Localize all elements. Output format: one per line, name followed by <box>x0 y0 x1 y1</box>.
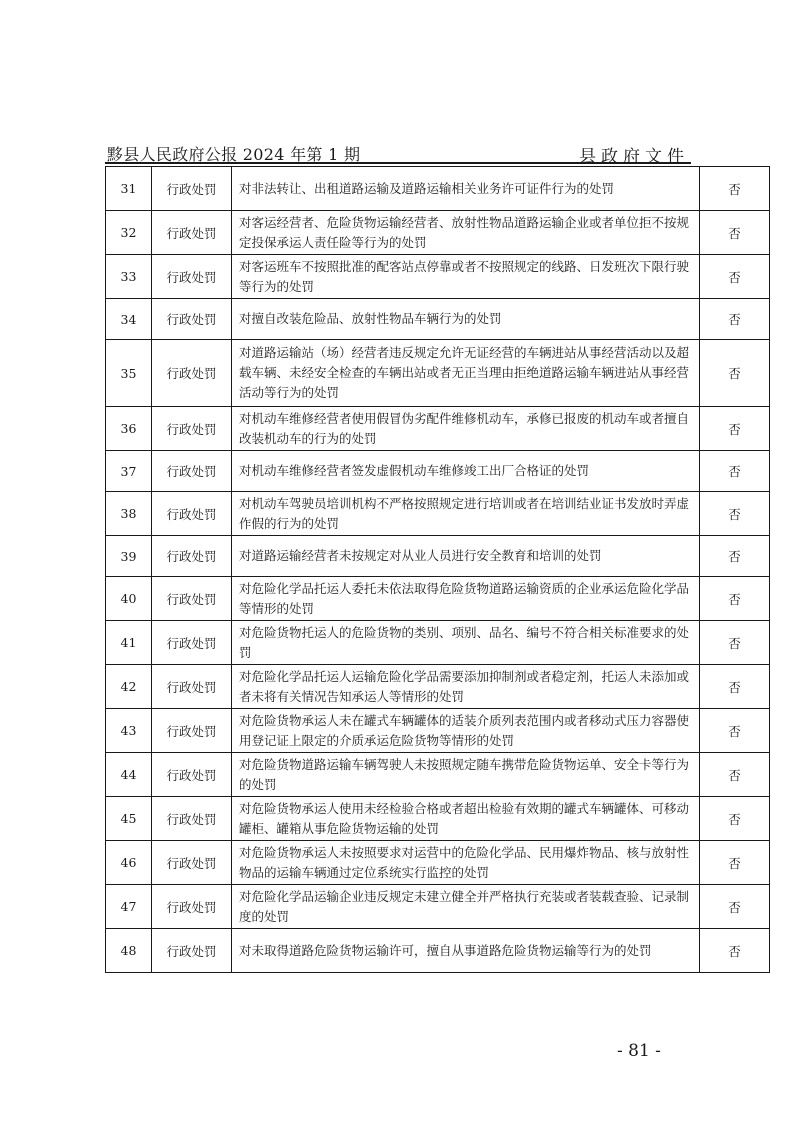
penalty-description: 对客运班车不按照批准的配客站点停靠或者不按照规定的线路、日发班次下限行驶等行为的处罚 <box>232 255 700 299</box>
penalty-description: 对危险化学品托运人委托未依法取得危险货物道路运输资质的企业承运危险化学品等情形的处罚 <box>232 577 700 621</box>
flag-value: 否 <box>700 709 770 753</box>
row-number: 43 <box>106 709 152 753</box>
flag-value: 否 <box>700 841 770 885</box>
row-number: 38 <box>106 492 152 536</box>
row-number: 47 <box>106 885 152 929</box>
table-row <box>106 536 770 577</box>
penalty-type: 行政处罚 <box>152 885 232 929</box>
bulletin-title: 黟县人民政府公报 2024 年第 1 期 <box>107 145 361 164</box>
header-rule <box>105 162 691 164</box>
table-row <box>106 665 770 709</box>
penalty-description: 对危险货物托运人的危险货物的类别、项别、品名、编号不符合相关标准要求的处罚 <box>232 621 700 665</box>
penalty-description: 对危险货物承运人使用未经检验合格或者超出检验有效期的罐式车辆罐体、可移动罐柜、罐箱从事危险货物运输的处罚 <box>232 797 700 841</box>
table-row <box>106 299 770 340</box>
penalty-type: 行政处罚 <box>152 340 232 407</box>
row-number: 48 <box>106 929 152 973</box>
penalty-type: 行政处罚 <box>152 492 232 536</box>
flag-value: 否 <box>700 665 770 709</box>
penalty-description: 对危险化学品运输企业违反规定未建立健全并严格执行充装或者装载查验、记录制度的处罚 <box>232 885 700 929</box>
flag-value: 否 <box>700 451 770 492</box>
flag-value: 否 <box>700 885 770 929</box>
penalty-type: 行政处罚 <box>152 797 232 841</box>
penalty-type: 行政处罚 <box>152 451 232 492</box>
section-title: 县政府文件 <box>579 147 689 167</box>
penalty-type: 行政处罚 <box>152 536 232 577</box>
penalty-description: 对机动车驾驶员培训机构不严格按照规定进行培训或者在培训结业证书发放时弄虚作假的行为的处罚 <box>232 492 700 536</box>
flag-value: 否 <box>700 492 770 536</box>
penalty-description: 对道路运输经营者未按规定对从业人员进行安全教育和培训的处罚 <box>232 536 700 577</box>
row-number: 39 <box>106 536 152 577</box>
penalty-type: 行政处罚 <box>152 841 232 885</box>
row-number: 34 <box>106 299 152 340</box>
flag-value: 否 <box>700 929 770 973</box>
table-row <box>106 340 770 407</box>
row-number: 41 <box>106 621 152 665</box>
table-row <box>106 407 770 451</box>
page-number: - 81 - <box>617 1041 661 1061</box>
flag-value: 否 <box>700 536 770 577</box>
penalty-description: 对擅自改装危险品、放射性物品车辆行为的处罚 <box>232 299 700 340</box>
table-row <box>106 167 770 211</box>
penalty-type: 行政处罚 <box>152 407 232 451</box>
flag-value: 否 <box>700 255 770 299</box>
row-number: 42 <box>106 665 152 709</box>
row-number: 44 <box>106 753 152 797</box>
table-row <box>106 621 770 665</box>
table-row <box>106 885 770 929</box>
table-row <box>106 841 770 885</box>
penalty-description: 对机动车维修经营者使用假冒伪劣配件维修机动车，承修已报废的机动车或者擅自改装机动车的行为的处罚 <box>232 407 700 451</box>
table-row <box>106 929 770 973</box>
penalty-description: 对危险化学品托运人运输危险化学品需要添加抑制剂或者稳定剂，托运人未添加或者未将有关情况告知承运人等情形的处罚 <box>232 665 700 709</box>
penalty-type: 行政处罚 <box>152 299 232 340</box>
flag-value: 否 <box>700 621 770 665</box>
penalty-type: 行政处罚 <box>152 211 232 255</box>
table-row <box>106 753 770 797</box>
row-number: 45 <box>106 797 152 841</box>
flag-value: 否 <box>700 753 770 797</box>
penalty-description: 对机动车维修经营者签发虚假机动车维修竣工出厂合格证的处罚 <box>232 451 700 492</box>
penalty-description: 对未取得道路危险货物运输许可，擅自从事道路危险货物运输等行为的处罚 <box>232 929 700 973</box>
penalty-type: 行政处罚 <box>152 929 232 973</box>
penalty-type: 行政处罚 <box>152 665 232 709</box>
row-number: 35 <box>106 340 152 407</box>
flag-value: 否 <box>700 340 770 407</box>
table-row <box>106 577 770 621</box>
penalty-type: 行政处罚 <box>152 577 232 621</box>
flag-value: 否 <box>700 299 770 340</box>
flag-value: 否 <box>700 407 770 451</box>
row-number: 40 <box>106 577 152 621</box>
table-row <box>106 797 770 841</box>
table-row <box>106 451 770 492</box>
row-number: 32 <box>106 211 152 255</box>
penalty-type: 行政处罚 <box>152 621 232 665</box>
penalty-type: 行政处罚 <box>152 167 232 211</box>
page-header <box>105 136 691 167</box>
table-row <box>106 255 770 299</box>
penalty-description: 对危险货物承运人未按照要求对运营中的危险化学品、民用爆炸物品、核与放射性物品的运输车辆通过定位系统实行监控的处罚 <box>232 841 700 885</box>
row-number: 33 <box>106 255 152 299</box>
penalty-description: 对客运经营者、危险货物运输经营者、放射性物品道路运输企业或者单位拒不按规定投保承运人责任险等行为的处罚 <box>232 211 700 255</box>
flag-value: 否 <box>700 167 770 211</box>
penalty-description: 对非法转让、出租道路运输及道路运输相关业务许可证件行为的处罚 <box>232 167 700 211</box>
flag-value: 否 <box>700 211 770 255</box>
penalty-type: 行政处罚 <box>152 753 232 797</box>
penalty-type: 行政处罚 <box>152 255 232 299</box>
flag-value: 否 <box>700 797 770 841</box>
penalty-description: 对道路运输站（场）经营者违反规定允许无证经营的车辆进站从事经营活动以及超载车辆、未经安全检查的车辆出站或者无正当理由拒绝道路运输车辆进站从事经营活动等行为的处罚 <box>232 340 700 407</box>
penalty-description: 对危险货物承运人未在罐式车辆罐体的适装介质列表范围内或者移动式压力容器使用登记证上限定的介质承运危险货物等情形的处罚 <box>232 709 700 753</box>
row-number: 31 <box>106 167 152 211</box>
row-number: 37 <box>106 451 152 492</box>
table-row <box>106 211 770 255</box>
row-number: 46 <box>106 841 152 885</box>
table-row <box>106 709 770 753</box>
penalty-description: 对危险货物道路运输车辆驾驶人未按照规定随车携带危险货物运单、安全卡等行为的处罚 <box>232 753 700 797</box>
table-row <box>106 492 770 536</box>
flag-value: 否 <box>700 577 770 621</box>
penalty-type: 行政处罚 <box>152 709 232 753</box>
row-number: 36 <box>106 407 152 451</box>
penalty-table <box>105 166 770 973</box>
